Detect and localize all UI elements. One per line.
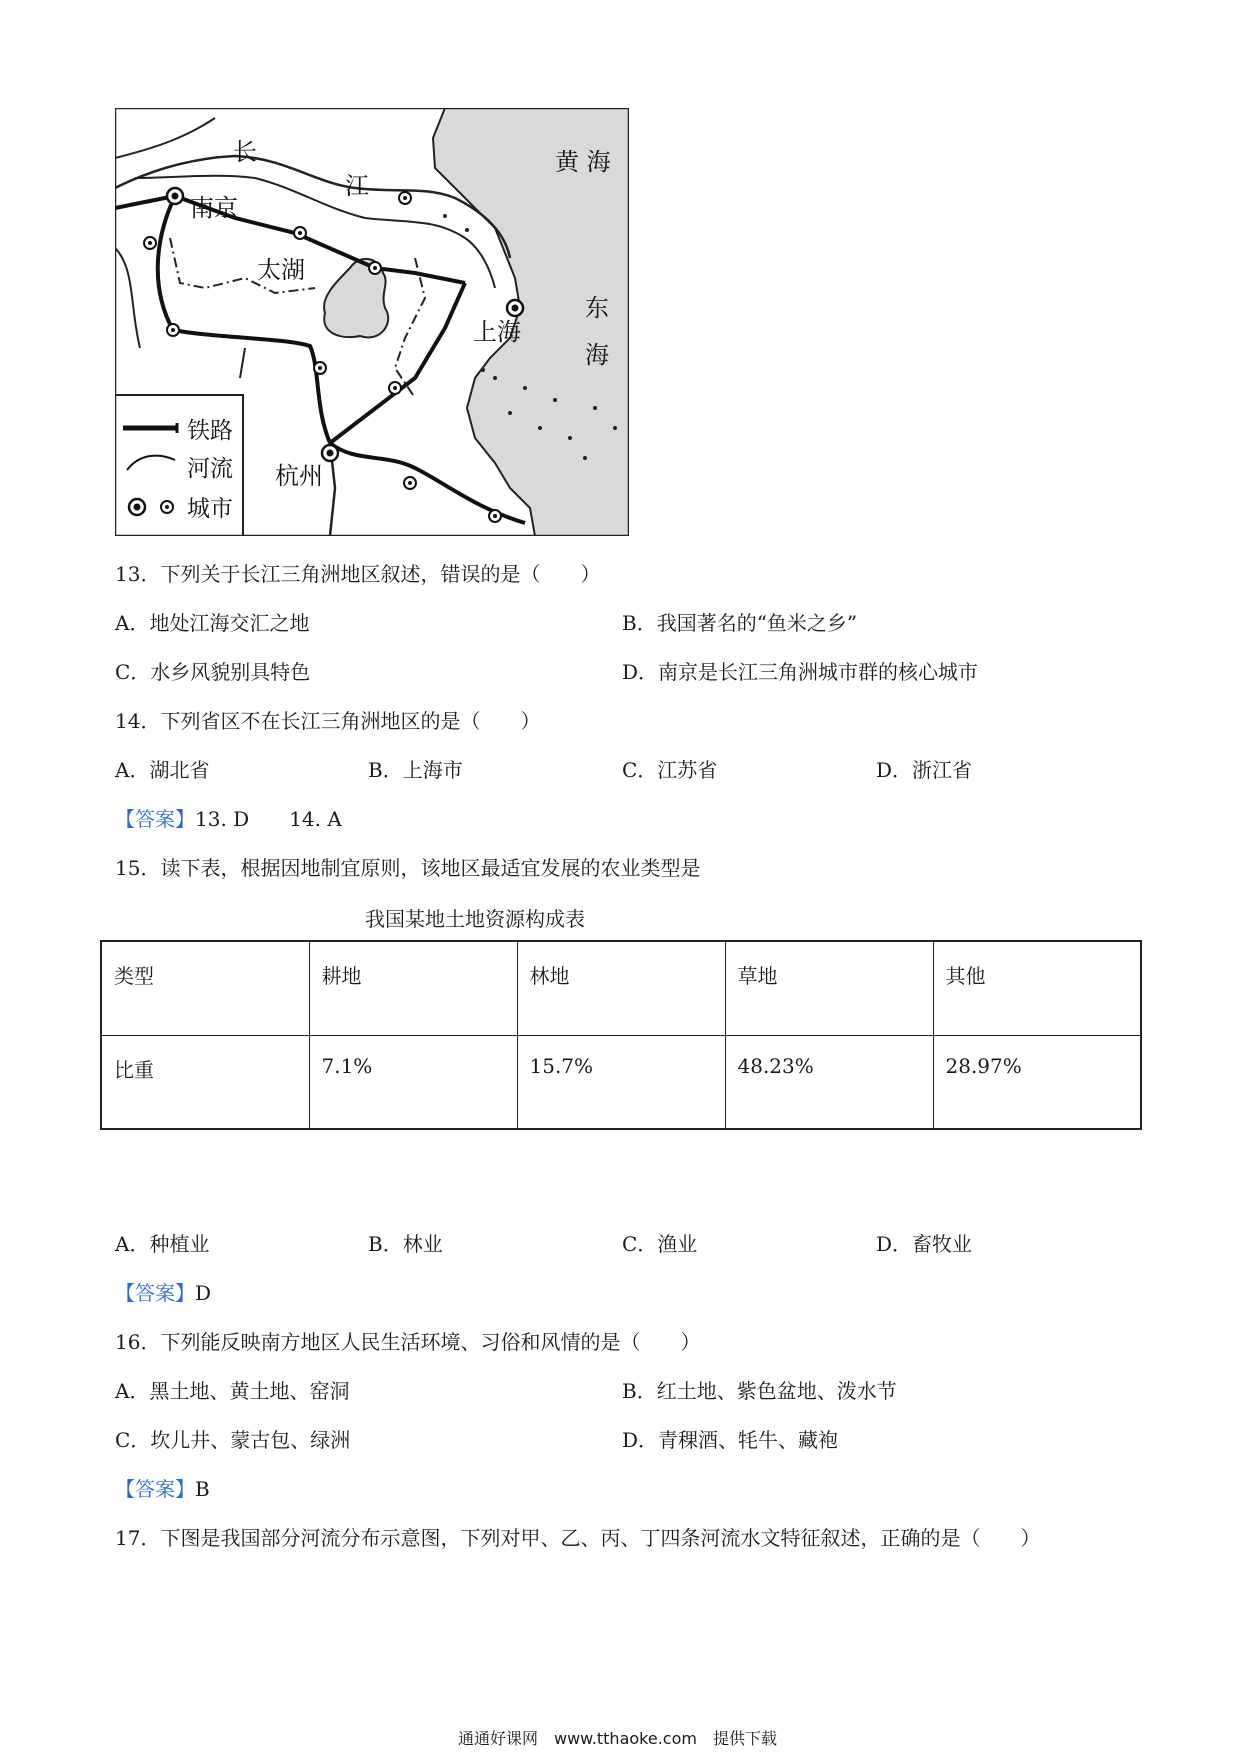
- label-nanjing: 南京: [190, 194, 238, 222]
- answer-text: D: [195, 1281, 212, 1305]
- q14-option-b[interactable]: B．上海市: [368, 758, 463, 782]
- table-cell: 草地: [725, 941, 933, 1035]
- river-line: [115, 248, 245, 378]
- map-legend: [115, 395, 243, 536]
- q16-option-a[interactable]: A．黑土地、黄土地、窑洞: [115, 1379, 350, 1403]
- q13-stem: 13．下列关于长江三角洲地区叙述，错误的是（ ）: [115, 562, 601, 586]
- table-row: [101, 1035, 1141, 1129]
- table-cell: 7.1%: [309, 1035, 517, 1129]
- label-east-sea-2: 海: [585, 341, 609, 369]
- q16-option-b[interactable]: B．红土地、紫色盆地、泼水节: [622, 1379, 897, 1403]
- q15-option-a[interactable]: A．种植业: [115, 1232, 210, 1256]
- river-line: [395, 258, 425, 398]
- q16-option-c[interactable]: C．坎儿井、蒙古包、绿洲: [115, 1428, 351, 1452]
- q13-option-b[interactable]: B．我国著名的“鱼米之乡”: [622, 611, 858, 635]
- label-hangzhou: 杭州: [275, 462, 323, 490]
- table-cell: 类型: [101, 941, 309, 1035]
- q13-option-d[interactable]: D．南京是长江三角洲城市群的核心城市: [622, 660, 979, 684]
- legend-city: 城市: [187, 496, 233, 522]
- city-shanghai-marker: [507, 300, 523, 316]
- q16-stem: 16．下列能反映南方地区人民生活环境、习俗和风情的是（ ）: [115, 1330, 701, 1354]
- label-river-jiang: 江: [345, 172, 369, 200]
- table-cell: 林地: [517, 941, 725, 1035]
- answer-tag: 【答案】: [115, 1477, 195, 1501]
- q17-stem: 17．下图是我国部分河流分布示意图，下列对甲、乙、丙、丁四条河流水文特征叙述，正确的是（ ）: [115, 1526, 1041, 1550]
- label-shanghai: 上海: [473, 318, 521, 346]
- q16-option-d[interactable]: D．青稞酒、牦牛、藏袍: [622, 1428, 839, 1452]
- q13-option-a[interactable]: A．地处江海交汇之地: [115, 611, 310, 635]
- q15-option-b[interactable]: B．林业: [368, 1232, 443, 1256]
- q14-option-a[interactable]: A．湖北省: [115, 758, 210, 782]
- city-nanjing-marker: [167, 188, 183, 204]
- label-taihu: 太湖: [257, 256, 305, 284]
- q14-option-c[interactable]: C．江苏省: [622, 758, 718, 782]
- label-river-chang: 长: [233, 138, 257, 166]
- label-east-sea-1: 东: [585, 294, 609, 322]
- q15-option-c[interactable]: C．渔业: [622, 1232, 698, 1256]
- table-caption: 我国某地土地资源构成表: [365, 907, 585, 931]
- table-cell: 15.7%: [517, 1035, 725, 1129]
- table-cell: 其他: [933, 941, 1141, 1035]
- answer-tag: 【答案】: [115, 1281, 195, 1305]
- yangtze-delta-map: [115, 108, 629, 536]
- table-cell: 耕地: [309, 941, 517, 1035]
- q15-stem: 15．读下表，根据因地制宜原则，该地区最适宜发展的农业类型是: [115, 856, 701, 880]
- legend-railway: 铁路: [187, 418, 233, 444]
- table-cell: 比重: [101, 1035, 309, 1129]
- q14-stem: 14．下列省区不在长江三角洲地区的是（ ）: [115, 709, 541, 733]
- answer-13-14: [115, 805, 342, 833]
- legend-river: 河流: [187, 456, 233, 482]
- q15-option-d[interactable]: D．畜牧业: [876, 1232, 973, 1256]
- land-resource-table: [100, 940, 1142, 1130]
- table-cell: 48.23%: [725, 1035, 933, 1129]
- answer-16: [115, 1475, 210, 1503]
- q13-option-c[interactable]: C．水乡风貌别具特色: [115, 660, 311, 684]
- table-cell: 28.97%: [933, 1035, 1141, 1129]
- answer-text: B: [195, 1477, 210, 1501]
- answer-tag: 【答案】: [115, 807, 195, 831]
- label-yellow-sea: 黄 海: [555, 148, 611, 176]
- answer-15: [115, 1279, 211, 1307]
- table-row: [101, 941, 1141, 1035]
- answer-text: 13. D 14. A: [195, 807, 342, 831]
- page-footer: 通通好课网 www.tthaoke.com 提供下载: [458, 1729, 777, 1748]
- city-hangzhou-marker: [322, 445, 338, 461]
- q14-option-d[interactable]: D．浙江省: [876, 758, 973, 782]
